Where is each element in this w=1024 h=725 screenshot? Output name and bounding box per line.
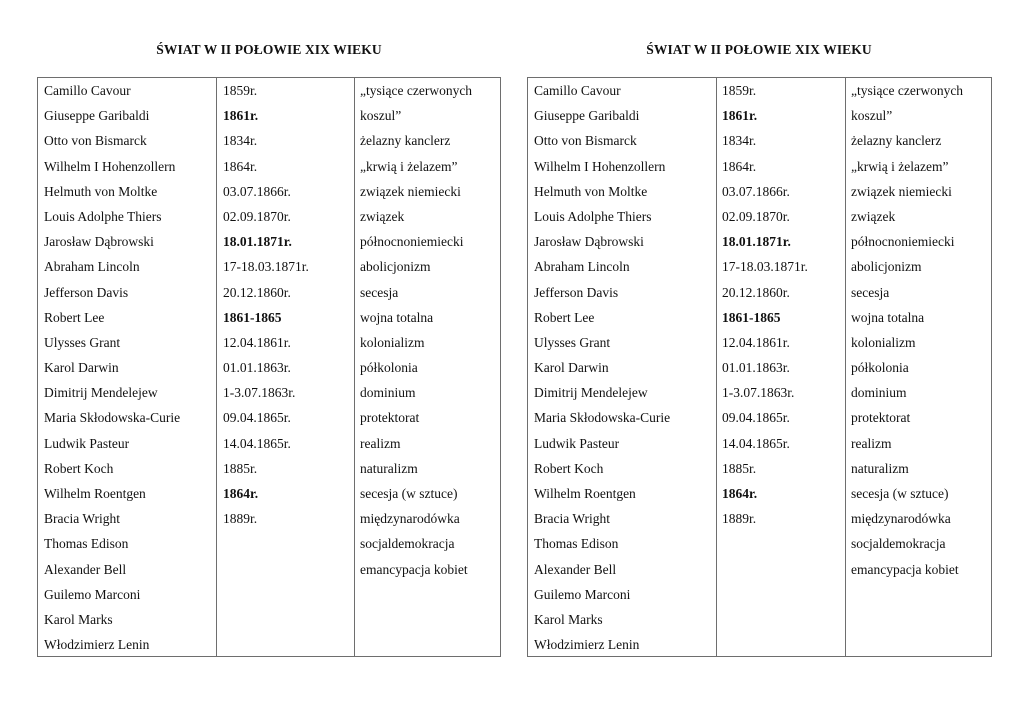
term-cell: wojna totalna [851, 309, 925, 325]
column-divider [716, 78, 717, 656]
column-divider [354, 78, 355, 656]
name-cell: Camillo Cavour [44, 83, 131, 98]
date-cell: 03.07.1866r. [722, 183, 790, 199]
terms-column [851, 78, 963, 582]
term-cell: żelazny kanclerz [360, 133, 451, 149]
names-column [534, 78, 670, 657]
terms-column [360, 78, 472, 582]
date-cell: 1861r. [722, 108, 758, 124]
name-cell: Helmuth von Moltke [44, 183, 158, 199]
term-cell: secesja [360, 284, 399, 300]
date-cell: 20.12.1860r. [223, 284, 291, 300]
name-cell: Guilemo Marconi [44, 586, 141, 602]
worksheet-title: ŚWIAT W II POŁOWIE XIX WIEKU [156, 42, 382, 57]
name-cell: Karol Marks [534, 611, 603, 627]
names-column [44, 78, 180, 657]
name-cell: Abraham Lincoln [534, 259, 630, 275]
term-cell: naturalizm [360, 460, 418, 476]
term-cell: secesja (w sztuce) [360, 486, 458, 501]
date-cell: 1864r. [223, 158, 258, 174]
name-cell: Louis Adolphe Thiers [44, 208, 162, 224]
term-cell: międzynarodówka [851, 511, 951, 527]
term-cell: półkolonia [360, 360, 418, 376]
name-cell: Robert Lee [534, 309, 595, 325]
name-cell: Alexander Bell [534, 561, 617, 577]
term-cell: secesja [851, 284, 890, 300]
term-cell: kolonializm [360, 334, 425, 350]
date-cell: 12.04.1861r. [722, 334, 790, 350]
name-cell: Karol Marks [44, 611, 113, 627]
date-cell: 1834r. [223, 133, 258, 149]
name-cell: Wilhelm I Hohenzollern [534, 158, 666, 174]
name-cell: Otto von Bismarck [534, 133, 637, 149]
name-cell: Abraham Lincoln [44, 259, 140, 275]
date-cell: 01.01.1863r. [722, 360, 790, 376]
name-cell: Jarosław Dąbrowski [44, 234, 154, 250]
name-cell: Ulysses Grant [534, 334, 611, 350]
date-cell: 1859r. [722, 83, 757, 98]
name-cell: Giuseppe Garibaldi [44, 108, 150, 124]
name-cell: Włodzimierz Lenin [534, 637, 640, 653]
worksheet-table [37, 77, 501, 657]
name-cell: Wilhelm I Hohenzollern [44, 158, 176, 174]
date-cell: 18.01.1871r. [722, 234, 791, 250]
column-divider [216, 78, 217, 656]
term-cell: abolicjonizm [851, 259, 922, 275]
term-cell: „krwią i żelazem” [360, 158, 458, 174]
date-cell: 1-3.07.1863r. [223, 385, 296, 401]
name-cell: Karol Darwin [534, 360, 609, 376]
name-cell: Helmuth von Moltke [534, 183, 648, 199]
name-cell: Maria Skłodowska-Curie [534, 410, 671, 426]
date-cell: 1889r. [223, 511, 258, 527]
date-cell: 1864r. [722, 486, 758, 501]
term-cell: naturalizm [851, 460, 909, 476]
date-cell: 1885r. [223, 460, 258, 476]
term-cell: socjaldemokracja [360, 536, 455, 552]
term-cell: kolonializm [851, 334, 916, 350]
term-cell: żelazny kanclerz [851, 133, 942, 149]
term-cell: „tysiące czerwonych [360, 83, 473, 98]
date-cell: 12.04.1861r. [223, 334, 291, 350]
name-cell: Wilhelm Roentgen [44, 486, 146, 501]
name-cell: Thomas Edison [44, 536, 129, 552]
name-cell: Dimitrij Mendelejew [44, 385, 158, 401]
worksheet-title: ŚWIAT W II POŁOWIE XIX WIEKU [646, 42, 872, 57]
date-cell: 02.09.1870r. [223, 208, 291, 224]
name-cell: Guilemo Marconi [534, 586, 631, 602]
date-cell: 1834r. [722, 133, 757, 149]
term-cell: „tysiące czerwonych [851, 83, 964, 98]
term-cell: secesja (w sztuce) [851, 486, 949, 501]
term-cell: północnoniemiecki [851, 234, 955, 250]
date-cell: 1861-1865 [722, 309, 781, 325]
date-cell: 17-18.03.1871r. [223, 259, 309, 275]
dates-column [722, 78, 808, 531]
name-cell: Ulysses Grant [44, 334, 121, 350]
term-cell: związek [851, 208, 896, 224]
term-cell: półkolonia [851, 360, 909, 376]
term-cell: wojna totalna [360, 309, 434, 325]
date-cell: 1-3.07.1863r. [722, 385, 795, 401]
name-cell: Ludwik Pasteur [534, 435, 620, 451]
term-cell: północnoniemiecki [360, 234, 464, 250]
name-cell: Włodzimierz Lenin [44, 637, 150, 653]
date-cell: 17-18.03.1871r. [722, 259, 808, 275]
term-cell: emancypacja kobiet [851, 561, 959, 577]
name-cell: Jefferson Davis [44, 284, 129, 300]
term-cell: realizm [851, 435, 892, 451]
term-cell: związek niemiecki [360, 183, 461, 199]
term-cell: socjaldemokracja [851, 536, 946, 552]
name-cell: Thomas Edison [534, 536, 619, 552]
date-cell: 1864r. [722, 158, 757, 174]
name-cell: Jarosław Dąbrowski [534, 234, 644, 250]
name-cell: Robert Lee [44, 309, 105, 325]
term-cell: dominium [851, 385, 907, 401]
date-cell: 1861r. [223, 108, 259, 124]
name-cell: Karol Darwin [44, 360, 119, 376]
name-cell: Wilhelm Roentgen [534, 486, 636, 501]
date-cell: 1889r. [722, 511, 757, 527]
date-cell: 09.04.1865r. [722, 410, 790, 426]
term-cell: abolicjonizm [360, 259, 431, 275]
name-cell: Giuseppe Garibaldi [534, 108, 640, 124]
term-cell: związek [360, 208, 405, 224]
date-cell: 14.04.1865r. [223, 435, 291, 451]
name-cell: Ludwik Pasteur [44, 435, 130, 451]
date-cell: 1885r. [722, 460, 757, 476]
term-cell: emancypacja kobiet [360, 561, 468, 577]
name-cell: Bracia Wright [44, 511, 121, 527]
name-cell: Dimitrij Mendelejew [534, 385, 648, 401]
term-cell: realizm [360, 435, 401, 451]
dates-column [223, 78, 309, 531]
date-cell: 09.04.1865r. [223, 410, 291, 426]
date-cell: 14.04.1865r. [722, 435, 790, 451]
date-cell: 03.07.1866r. [223, 183, 291, 199]
name-cell: Robert Koch [534, 460, 604, 476]
date-cell: 02.09.1870r. [722, 208, 790, 224]
name-cell: Camillo Cavour [534, 83, 621, 98]
term-cell: „krwią i żelazem” [851, 158, 949, 174]
date-cell: 20.12.1860r. [722, 284, 790, 300]
name-cell: Otto von Bismarck [44, 133, 147, 149]
term-cell: międzynarodówka [360, 511, 460, 527]
worksheet-table [527, 77, 992, 657]
name-cell: Bracia Wright [534, 511, 611, 527]
name-cell: Maria Skłodowska-Curie [44, 410, 181, 426]
name-cell: Alexander Bell [44, 561, 127, 577]
date-cell: 18.01.1871r. [223, 234, 292, 250]
column-divider [845, 78, 846, 656]
date-cell: 1861-1865 [223, 309, 282, 325]
date-cell: 01.01.1863r. [223, 360, 291, 376]
term-cell: koszul” [360, 108, 402, 124]
name-cell: Robert Koch [44, 460, 114, 476]
term-cell: dominium [360, 385, 416, 401]
date-cell: 1859r. [223, 83, 258, 98]
name-cell: Jefferson Davis [534, 284, 619, 300]
term-cell: koszul” [851, 108, 893, 124]
date-cell: 1864r. [223, 486, 259, 501]
term-cell: protektorat [851, 410, 911, 426]
term-cell: związek niemiecki [851, 183, 952, 199]
term-cell: protektorat [360, 410, 420, 426]
name-cell: Louis Adolphe Thiers [534, 208, 652, 224]
